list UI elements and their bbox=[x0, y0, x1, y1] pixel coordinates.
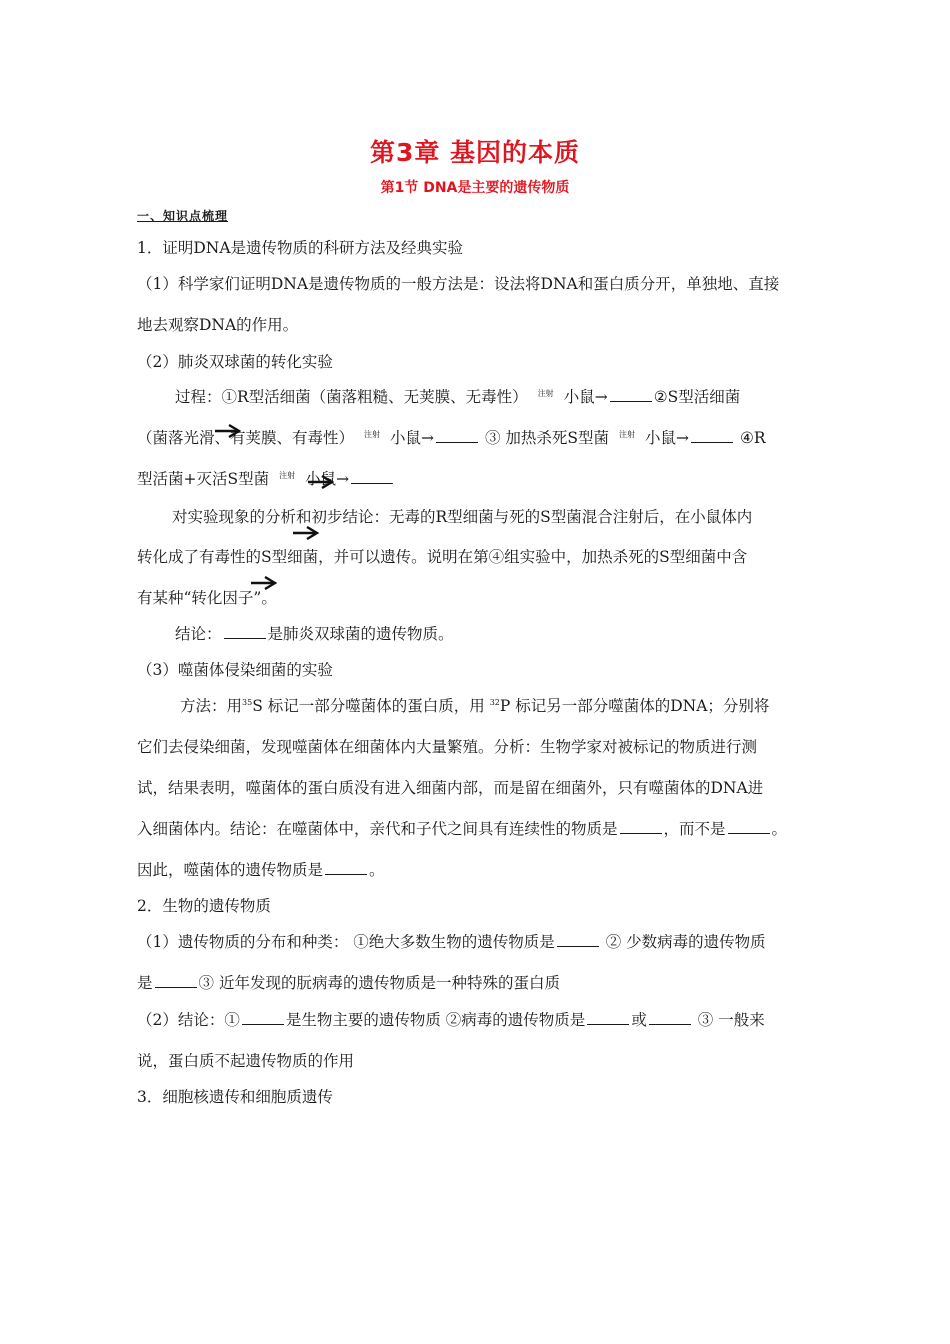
fill-blank[interactable] bbox=[224, 624, 266, 639]
fill-blank[interactable] bbox=[610, 387, 652, 402]
fill-blank[interactable] bbox=[325, 860, 367, 875]
fill-blank[interactable] bbox=[155, 973, 197, 988]
text-line: （菌落光滑、有荚膜、有毒性） $^{注射}$ 小鼠→ ③ 加热杀死S型菌 $^{注射}$ 小鼠→ ④R bbox=[137, 429, 766, 447]
text-line: 过程：①R型活细菌（菌落粗糙、无荚膜、无毒性） $^{注射}$ 小鼠→ ②S型活细菌 bbox=[175, 388, 741, 406]
section-title: 第1节 DNA是主要的遗传物质 bbox=[380, 180, 570, 196]
text-line: 说，蛋白质不起遗传物质的作用 bbox=[137, 1052, 355, 1070]
text-line: 2．生物的遗传物质 bbox=[137, 897, 271, 915]
text-line: 方法：用$^{35}$S 标记一部分噬菌体的蛋白质，用 $^{32}$P 标记另一部分噬菌体的DNA；分别将 bbox=[180, 697, 770, 715]
text-line: 型活菌+灭活S型菌 $^{注射}$ 小鼠→ bbox=[137, 469, 395, 489]
text-line: 入细菌体内。结论：在噬菌体中，亲代和子代之间具有连续性的物质是 ，而不是 。 bbox=[137, 820, 788, 838]
arrow-right-icon bbox=[292, 526, 320, 540]
text-line: 对实验现象的分析和初步结论：无毒的R型细菌与死的S型菌混合注射后，在小鼠体内 bbox=[172, 508, 753, 526]
fill-blank[interactable] bbox=[728, 819, 770, 834]
text-line: （1）科学家们证明DNA是遗传物质的一般方法是：设法将DNA和蛋白质分开，单独地、直接 bbox=[137, 275, 780, 293]
text-line: （2）肺炎双球菌的转化实验 bbox=[137, 353, 333, 371]
text-line: 它们去侵染细菌，发现噬菌体在细菌体内大量繁殖。分析：生物学家对被标记的物质进行测 bbox=[137, 738, 758, 756]
text-line: （2）结论：① 是生物主要的遗传物质 ②病毒的遗传物质是 或 ③ 一般来 bbox=[137, 1011, 765, 1029]
fill-blank[interactable] bbox=[351, 469, 393, 484]
fill-blank[interactable] bbox=[436, 428, 478, 443]
text-line: 1．证明DNA是遗传物质的科研方法及经典实验 bbox=[137, 239, 464, 257]
text-line: 有某种“转化因子”。 bbox=[137, 589, 277, 607]
text-line: 是 ③ 近年发现的朊病毒的遗传物质是一种特殊的蛋白质 bbox=[137, 974, 560, 992]
text-line: （1）遗传物质的分布和种类： ①绝大多数生物的遗传物质是 ② 少数病毒的遗传物质 bbox=[137, 933, 766, 951]
fill-blank[interactable] bbox=[620, 819, 662, 834]
text-line: 转化成了有毒性的S型细菌，并可以遗传。说明在第④组实验中，加热杀死的S型细菌中含 bbox=[137, 548, 748, 566]
fill-blank[interactable] bbox=[691, 428, 733, 443]
text-line: 3．细胞核遗传和细胞质遗传 bbox=[137, 1088, 333, 1106]
chapter-title: 第3章 基因的本质 bbox=[369, 138, 581, 167]
text-line: （3）噬菌体侵染细菌的实验 bbox=[137, 661, 333, 679]
text-line: 试，结果表明，噬菌体的蛋白质没有进入细菌内部，而是留在细菌外，只有噬菌体的DNA进 bbox=[137, 779, 764, 797]
arrow-right-icon bbox=[307, 475, 335, 489]
fill-blank[interactable] bbox=[557, 932, 599, 947]
fill-blank[interactable] bbox=[587, 1010, 629, 1025]
text-line: 结论： 是肺炎双球菌的遗传物质。 bbox=[175, 625, 454, 643]
text-line: 因此，噬菌体的遗传物质是 。 bbox=[137, 861, 385, 879]
fill-blank[interactable] bbox=[649, 1010, 691, 1025]
fill-blank[interactable] bbox=[242, 1010, 284, 1025]
text-line: 地去观察DNA的作用。 bbox=[137, 316, 299, 334]
arrow-right-icon bbox=[214, 424, 242, 438]
knowledge-heading: 一、知识点梳理 bbox=[137, 209, 229, 223]
